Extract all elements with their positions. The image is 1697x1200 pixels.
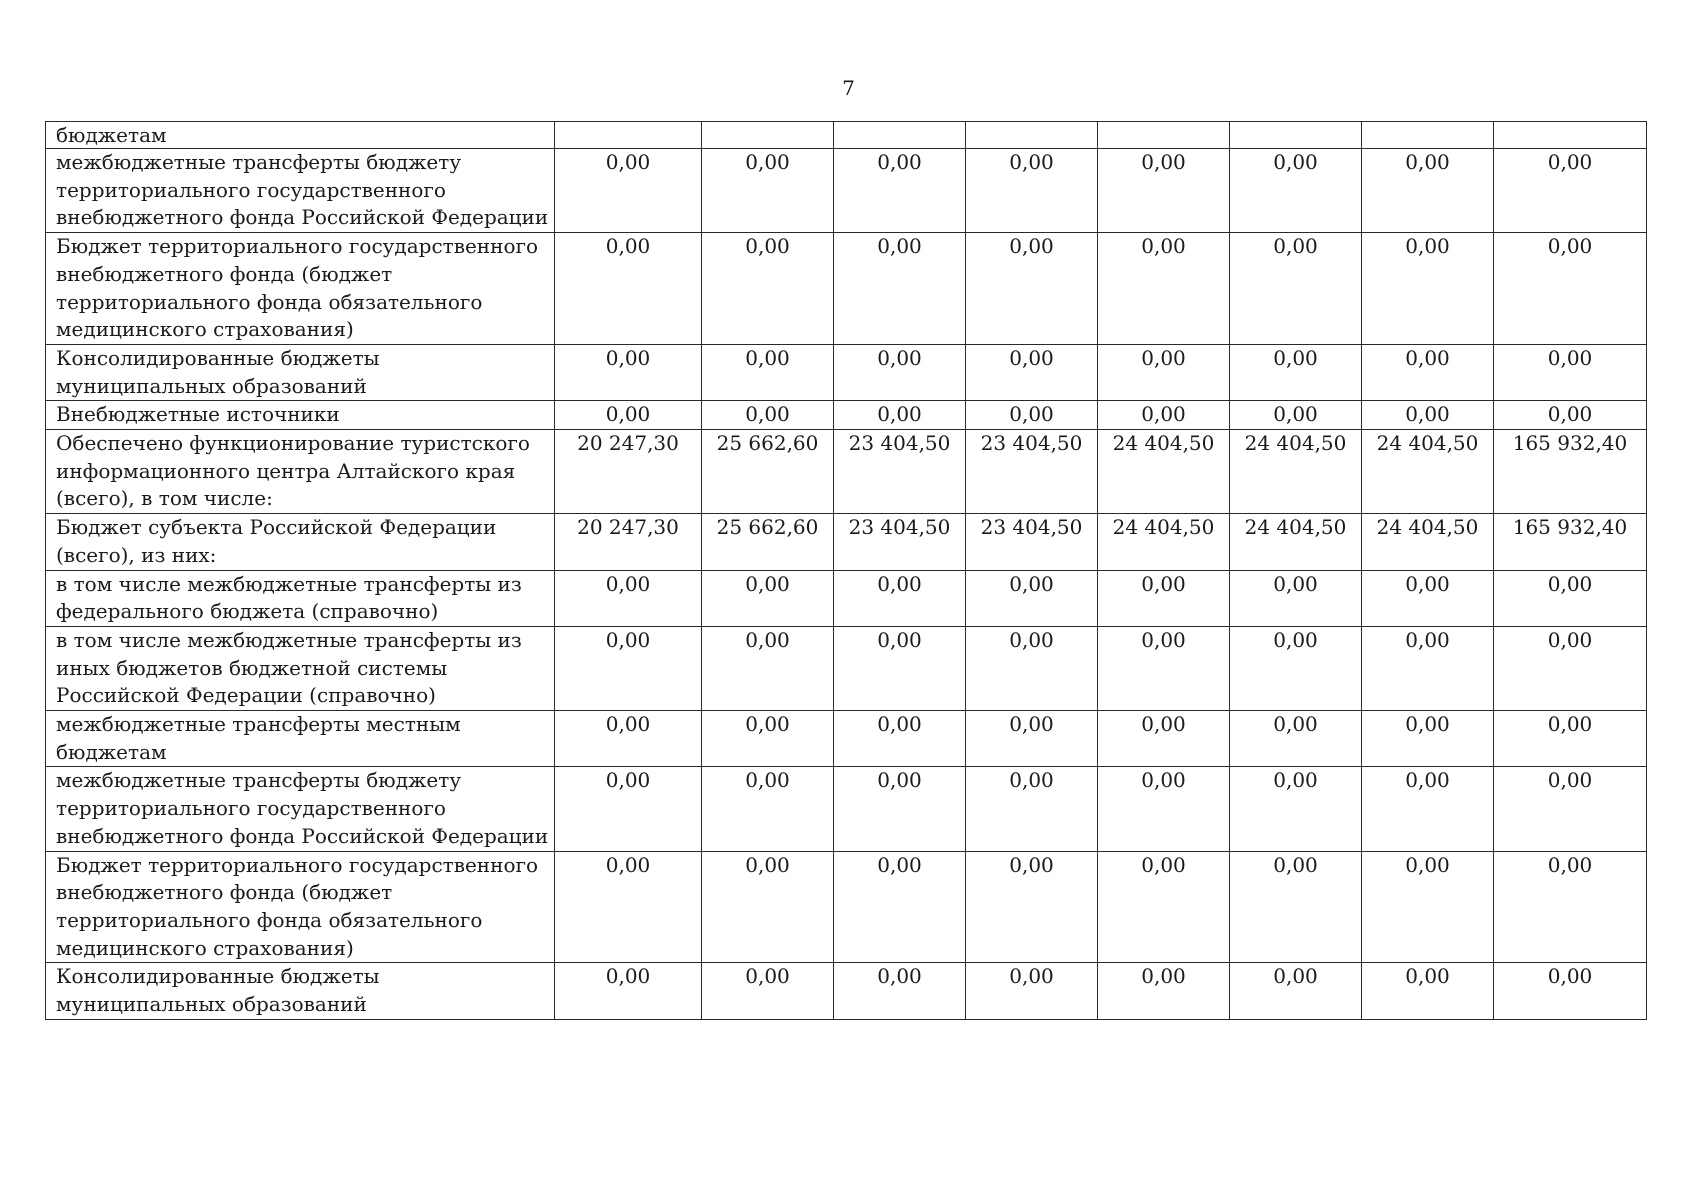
row-value: 0,00 (555, 767, 702, 851)
row-value: 24 404,50 (1362, 514, 1494, 570)
table-row (46, 963, 1647, 1019)
row-value: 20 247,30 (555, 430, 702, 514)
row-value: 0,00 (1098, 851, 1230, 963)
row-value: 0,00 (1230, 344, 1362, 400)
row-label: в том числе межбюджетные трансферты из федерального бюджета (справочно) (46, 570, 555, 626)
row-value: 0,00 (834, 767, 966, 851)
table-row (46, 344, 1647, 400)
row-value: 0,00 (966, 767, 1098, 851)
row-value: 0,00 (1362, 711, 1494, 767)
row-value: 0,00 (1098, 344, 1230, 400)
table-row (46, 767, 1647, 851)
row-value: 0,00 (555, 851, 702, 963)
row-value: 0,00 (1494, 401, 1647, 430)
row-value: 0,00 (555, 626, 702, 710)
row-label: Внебюджетные источники (46, 401, 555, 430)
row-value: 0,00 (702, 626, 834, 710)
row-label: Бюджет территориального государственного внебюджетного фонда (бюджет территориального фонда обязательного медицинского страхования) (46, 851, 555, 963)
row-value: 0,00 (834, 963, 966, 1019)
row-value: 0,00 (702, 711, 834, 767)
row-value (966, 122, 1098, 149)
row-value: 0,00 (1494, 626, 1647, 710)
row-value: 0,00 (1098, 767, 1230, 851)
row-value: 0,00 (1362, 344, 1494, 400)
row-value: 0,00 (1230, 233, 1362, 345)
row-value: 0,00 (1494, 963, 1647, 1019)
row-value: 0,00 (1362, 626, 1494, 710)
row-value: 0,00 (834, 626, 966, 710)
budget-table (45, 121, 1647, 1020)
row-value: 0,00 (966, 963, 1098, 1019)
row-value: 0,00 (1230, 149, 1362, 233)
row-value: 0,00 (1362, 570, 1494, 626)
table-row (46, 122, 1647, 149)
row-value: 0,00 (1494, 233, 1647, 345)
row-value: 0,00 (1494, 149, 1647, 233)
row-value: 0,00 (1230, 401, 1362, 430)
row-value: 0,00 (1362, 149, 1494, 233)
row-value: 25 662,60 (702, 514, 834, 570)
row-value: 0,00 (1362, 233, 1494, 345)
row-value: 0,00 (966, 149, 1098, 233)
row-value: 0,00 (1494, 767, 1647, 851)
row-value (702, 122, 834, 149)
row-value: 0,00 (702, 851, 834, 963)
row-value: 0,00 (1230, 626, 1362, 710)
row-value: 0,00 (555, 711, 702, 767)
row-value (555, 122, 702, 149)
row-value: 0,00 (966, 344, 1098, 400)
table-row (46, 570, 1647, 626)
row-value: 0,00 (1098, 711, 1230, 767)
row-value (1230, 122, 1362, 149)
row-value: 0,00 (834, 344, 966, 400)
row-label: Бюджет территориального государственного внебюджетного фонда (бюджет территориального фонда обязательного медицинского страхования) (46, 233, 555, 345)
row-value: 0,00 (834, 711, 966, 767)
row-value: 0,00 (702, 149, 834, 233)
row-value: 0,00 (966, 851, 1098, 963)
row-value: 0,00 (834, 401, 966, 430)
row-value: 23 404,50 (834, 514, 966, 570)
row-value: 0,00 (1230, 570, 1362, 626)
row-value: 0,00 (702, 963, 834, 1019)
row-value: 0,00 (555, 233, 702, 345)
row-value: 165 932,40 (1494, 514, 1647, 570)
row-label: бюджетам (46, 122, 555, 149)
row-value: 0,00 (966, 626, 1098, 710)
row-label: Консолидированные бюджеты муниципальных образований (46, 344, 555, 400)
row-value (1362, 122, 1494, 149)
row-value: 0,00 (1098, 401, 1230, 430)
row-label: межбюджетные трансферты бюджету территориального государственного внебюджетного фонда Российской Федерации (46, 767, 555, 851)
row-value: 0,00 (834, 851, 966, 963)
page-number: 7 (842, 76, 855, 100)
row-value: 0,00 (1230, 767, 1362, 851)
row-value: 0,00 (966, 711, 1098, 767)
row-value: 25 662,60 (702, 430, 834, 514)
row-value: 24 404,50 (1230, 430, 1362, 514)
row-value: 0,00 (1362, 851, 1494, 963)
table-body (46, 122, 1647, 1020)
row-value: 0,00 (1098, 233, 1230, 345)
row-value: 23 404,50 (834, 430, 966, 514)
row-label: Бюджет субъекта Российской Федерации (всего), из них: (46, 514, 555, 570)
row-value: 0,00 (702, 233, 834, 345)
row-value: 0,00 (1230, 963, 1362, 1019)
table-row (46, 514, 1647, 570)
row-value: 0,00 (966, 401, 1098, 430)
row-value: 0,00 (1230, 711, 1362, 767)
row-value: 0,00 (1230, 851, 1362, 963)
row-value: 0,00 (1098, 963, 1230, 1019)
row-value: 0,00 (966, 570, 1098, 626)
row-value: 0,00 (1494, 570, 1647, 626)
row-label: межбюджетные трансферты бюджету территориального государственного внебюджетного фонда Российской Федерации (46, 149, 555, 233)
row-value: 0,00 (555, 149, 702, 233)
table-row (46, 149, 1647, 233)
table-row (46, 626, 1647, 710)
row-value: 0,00 (834, 233, 966, 345)
row-value: 165 932,40 (1494, 430, 1647, 514)
row-value: 0,00 (834, 570, 966, 626)
row-value (834, 122, 966, 149)
row-value: 0,00 (702, 767, 834, 851)
row-value: 0,00 (555, 401, 702, 430)
row-value (1494, 122, 1647, 149)
table-row (46, 430, 1647, 514)
row-value: 0,00 (966, 233, 1098, 345)
row-value: 0,00 (1098, 570, 1230, 626)
row-label: межбюджетные трансферты местным бюджетам (46, 711, 555, 767)
table-row (46, 233, 1647, 345)
row-value: 24 404,50 (1098, 514, 1230, 570)
row-value: 0,00 (702, 401, 834, 430)
row-label: Обеспечено функционирование туристского информационного центра Алтайского края (всего), в том числе: (46, 430, 555, 514)
row-label: Консолидированные бюджеты муниципальных образований (46, 963, 555, 1019)
row-value: 0,00 (1362, 767, 1494, 851)
row-value: 0,00 (555, 344, 702, 400)
row-value: 0,00 (1494, 711, 1647, 767)
row-value: 0,00 (1494, 344, 1647, 400)
row-value: 23 404,50 (966, 430, 1098, 514)
table-row (46, 711, 1647, 767)
row-value: 0,00 (1098, 626, 1230, 710)
row-value: 0,00 (1098, 149, 1230, 233)
row-value: 23 404,50 (966, 514, 1098, 570)
row-value: 0,00 (1494, 851, 1647, 963)
table-row (46, 401, 1647, 430)
row-value: 0,00 (702, 570, 834, 626)
row-value: 0,00 (702, 344, 834, 400)
row-value: 0,00 (1362, 401, 1494, 430)
row-value: 0,00 (555, 963, 702, 1019)
row-value: 0,00 (834, 149, 966, 233)
row-value: 24 404,50 (1230, 514, 1362, 570)
row-label: в том числе межбюджетные трансферты из иных бюджетов бюджетной системы Российской Федерации (справочно) (46, 626, 555, 710)
row-value: 0,00 (555, 570, 702, 626)
row-value: 0,00 (1362, 963, 1494, 1019)
row-value (1098, 122, 1230, 149)
row-value: 24 404,50 (1362, 430, 1494, 514)
row-value: 24 404,50 (1098, 430, 1230, 514)
table-row (46, 851, 1647, 963)
row-value: 20 247,30 (555, 514, 702, 570)
